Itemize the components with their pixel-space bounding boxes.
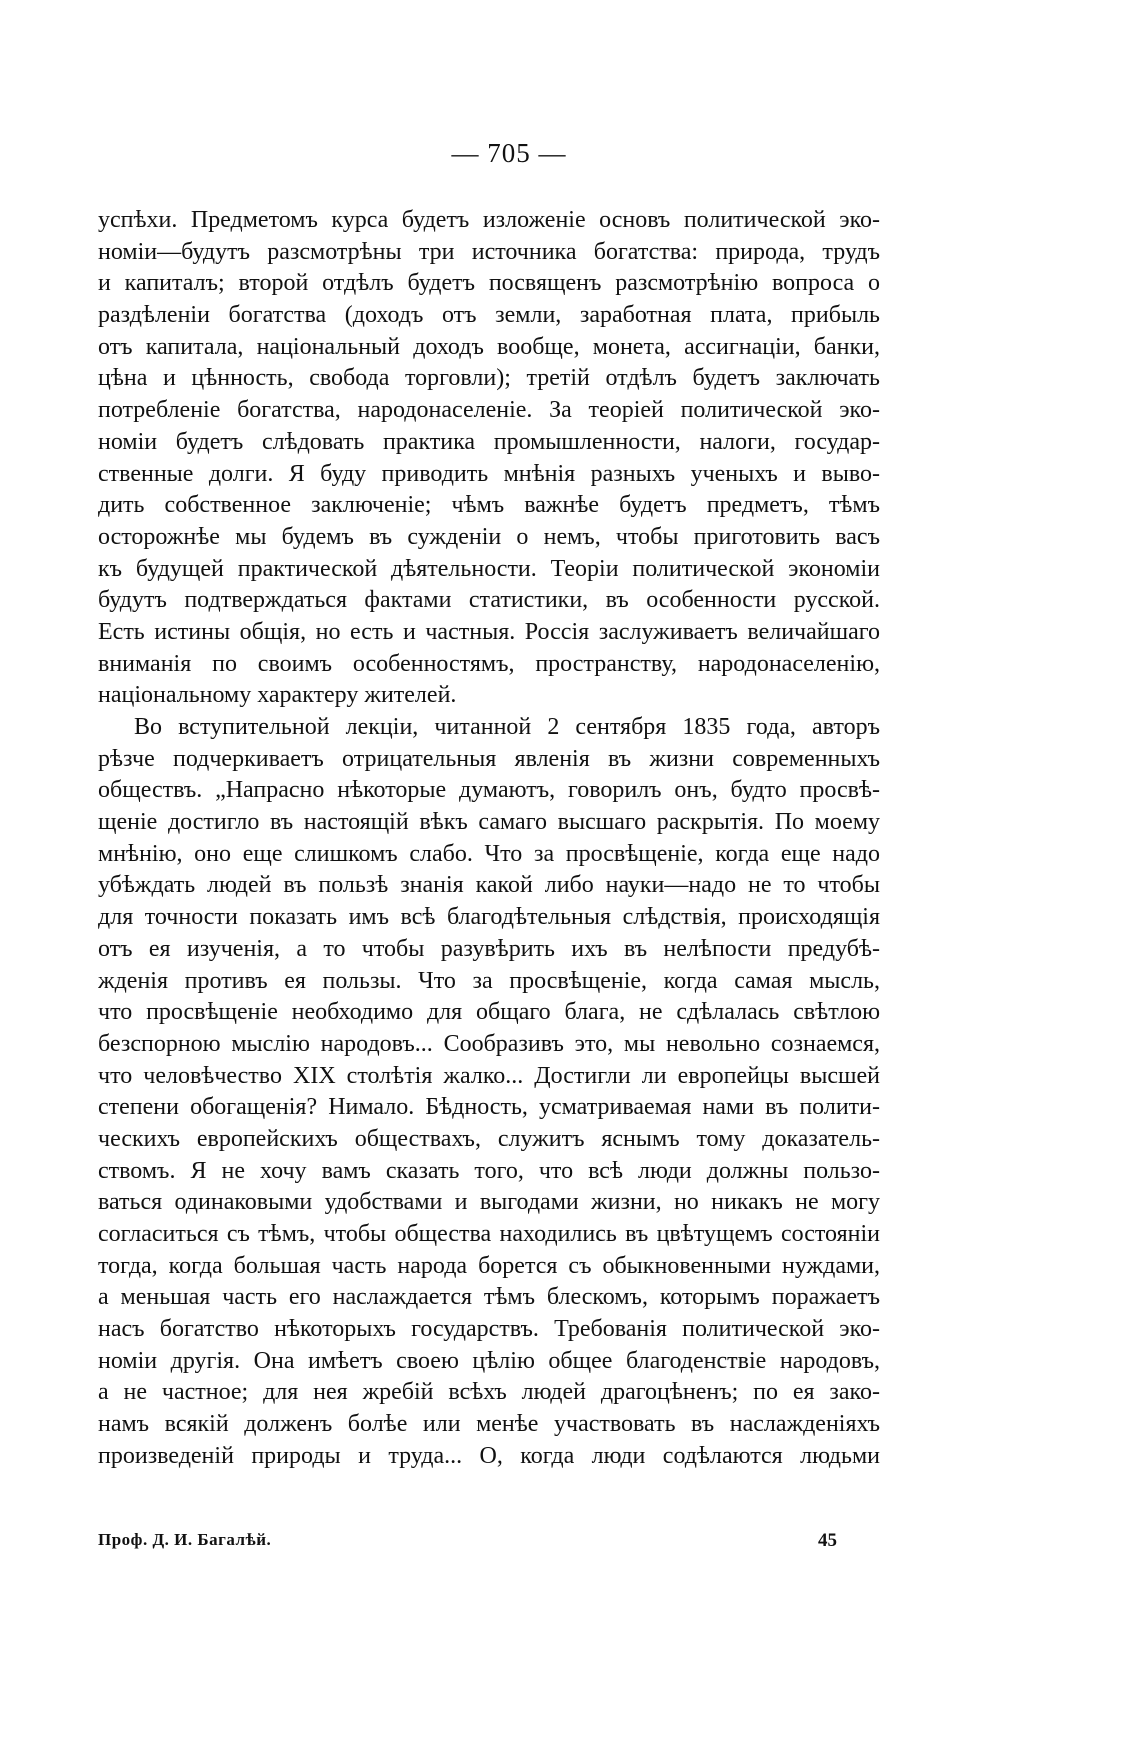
text-line: цѣна и цѣнность, свобода торговли); третій отдѣлъ будетъ заключать xyxy=(98,365,880,392)
text-line: Во вступительной лекціи, читанной 2 сентября 1835 года, авторъ xyxy=(134,714,880,740)
text-line: ваться одинаковыми удобствами и выгодами жизни, но никакъ не могу xyxy=(98,1189,880,1216)
text-line: а не частное; для нея жребій всѣхъ людей драгоцѣненъ; по ея зако- xyxy=(98,1379,880,1406)
text-line: національному характеру жителей. xyxy=(98,682,457,709)
text-line: къ будущей практической дѣятельности. Теоріи политической экономіи xyxy=(98,555,880,582)
text-line: будутъ подтверждаться фактами статистики, въ особенности русской. xyxy=(98,587,880,614)
text-line: для точности показать имъ всѣ благодѣтельныя слѣдствія, происходящія xyxy=(98,904,880,931)
page-number: — 705 — xyxy=(451,138,567,168)
text-line: номіи—будутъ разсмотрѣны три источника богатства: природа, трудъ xyxy=(98,238,880,265)
text-line: тогда, когда большая часть народа борется съ обыкновенными нуждами, xyxy=(98,1252,880,1279)
text-line: потребленіе богатства, народонаселеніе. За теоріей политической эко- xyxy=(98,397,880,424)
text-line: рѣзче подчеркиваетъ отрицательныя явленія въ жизни современныхъ xyxy=(98,745,880,772)
text-line: номіи будетъ слѣдовать практика промышленности, налоги, государ- xyxy=(98,428,880,455)
text-line: и капиталъ; второй отдѣлъ будетъ посвященъ разсмотрѣнію вопроса о xyxy=(98,270,880,297)
text-line: степени обогащенія? Нимало. Бѣдность, усматриваемая нами въ полити- xyxy=(98,1094,880,1121)
text-line: произведеній природы и труда... О, когда люди содѣлаются людьми xyxy=(98,1442,880,1469)
sheet-number: 45 xyxy=(818,1530,837,1551)
text-line: а меньшая часть его наслаждается тѣмъ блескомъ, которымъ поражаетъ xyxy=(98,1284,880,1311)
text-line: мнѣнію, оно еще слишкомъ слабо. Что за просвѣщеніе, когда еще надо xyxy=(98,840,880,867)
text-line: жденія противъ ея пользы. Что за просвѣщеніе, когда самая мысль, xyxy=(98,967,880,994)
text-line: обществъ. „Напрасно нѣкоторые думаютъ, говорилъ онъ, будто просвѣ- xyxy=(98,777,880,804)
text-line: раздѣленіи богатства (доходъ отъ земли, заработная плата, прибыль xyxy=(98,302,880,329)
footer xyxy=(98,1530,880,1560)
text-line: ческихъ европейскихъ обществахъ, служитъ яснымъ тому доказатель- xyxy=(98,1125,880,1152)
text-line: согласиться съ тѣмъ, чтобы общества находились въ цвѣтущемъ состояніи xyxy=(98,1221,880,1247)
text-line: вниманія по своимъ особенностямъ, пространству, народонаселенію, xyxy=(98,650,880,677)
text-line: убѣждать людей въ пользѣ знанія какой либо науки—надо не то чтобы xyxy=(98,872,880,899)
text-line: ствомъ. Я не хочу вамъ сказать того, что всѣ люди должны пользо- xyxy=(98,1157,880,1184)
text-line: намъ всякій долженъ болѣе или менѣе участвовать въ наслажденіяхъ xyxy=(98,1411,880,1438)
text-line: отъ капитала, національный доходъ вообще, монета, ассигнаціи, банки, xyxy=(98,333,880,360)
text-line: отъ ея изученія, а то чтобы разувѣрить ихъ въ нелѣпости предубѣ- xyxy=(98,935,880,962)
text-line: дить собственное заключеніе; чѣмъ важнѣе будетъ предметъ, тѣмъ xyxy=(98,492,880,519)
text-line: щеніе достигло въ настоящій вѣкъ самаго высшаго раскрытія. По моему xyxy=(98,809,880,836)
text-line: ственные долги. Я буду приводить мнѣнія разныхъ ученыхъ и выво- xyxy=(98,460,880,487)
text-line: что человѣчество XIX столѣтія жалко... Достигли ли европейцы высшей xyxy=(98,1062,880,1089)
text-line: что просвѣщеніе необходимо для общаго блага, не сдѣлалась свѣтлою xyxy=(98,999,880,1026)
text-line: успѣхи. Предметомъ курса будетъ изложеніе основъ политической эко- xyxy=(98,207,880,233)
author-signature: Проф. Д. И. Багалѣй. xyxy=(98,1530,272,1549)
text-line: номіи другія. Она имѣетъ своею цѣлію общее благоденствіе народовъ, xyxy=(98,1347,880,1374)
text-line: Есть истины общія, но есть и частныя. Россія заслуживаетъ величайшаго xyxy=(98,618,880,645)
text-block xyxy=(98,205,880,1473)
text-line: безспорною мыслію народовъ... Сообразивъ это, мы невольно сознаемся, xyxy=(98,1030,880,1057)
text-line: осторожнѣе мы будемъ въ сужденіи о немъ, чтобы приготовить васъ xyxy=(98,523,880,550)
text-line: насъ богатство нѣкоторыхъ государствъ. Требованія политической эко- xyxy=(98,1316,880,1343)
